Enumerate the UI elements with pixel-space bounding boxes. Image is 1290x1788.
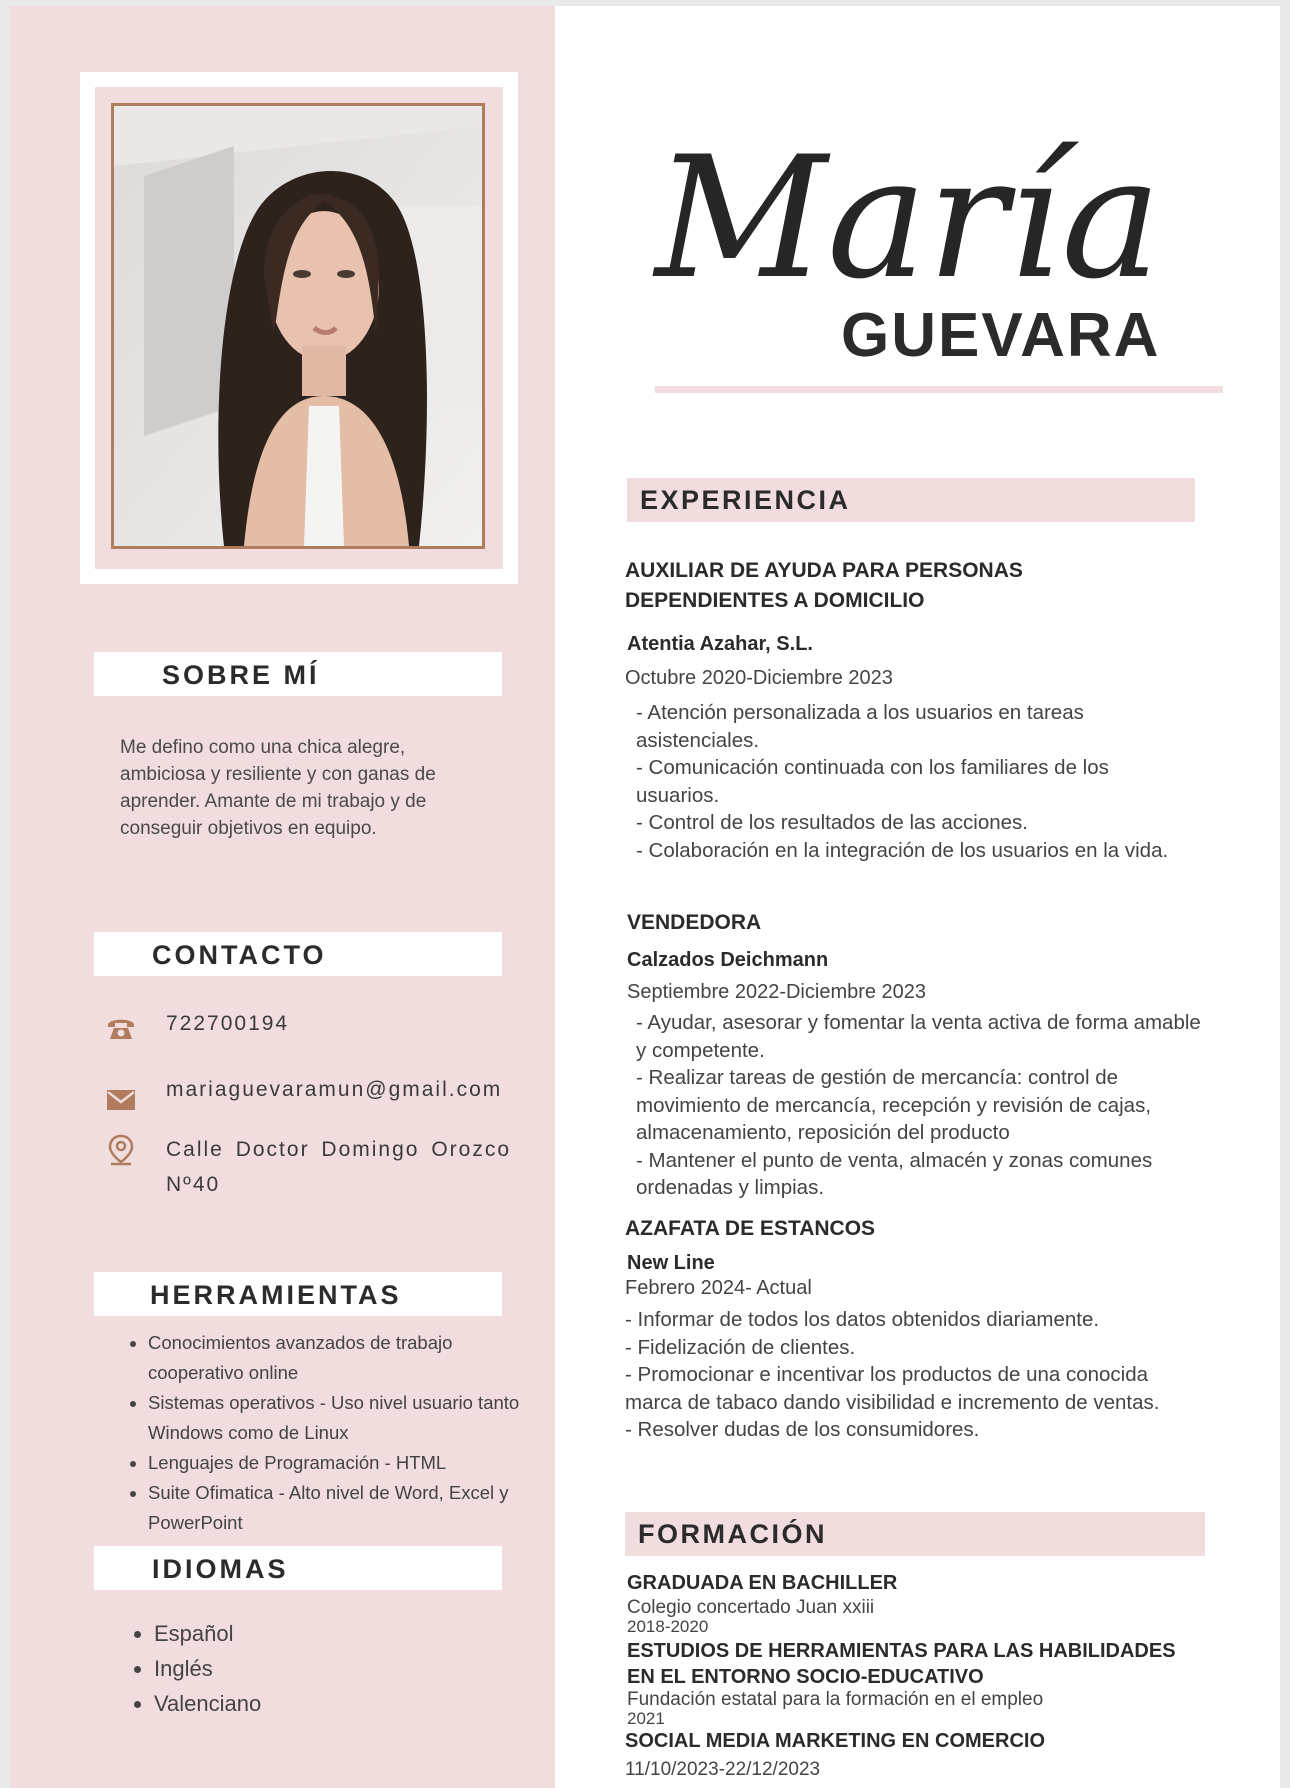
email-value[interactable]: mariaguevaramun@gmail.com xyxy=(166,1078,503,1101)
job-duties xyxy=(636,1009,1206,1202)
job-title: VENDEDORA xyxy=(627,911,762,934)
education-school: Colegio concertado Juan xxiii xyxy=(627,1597,875,1618)
list-item: - Informar de todos los datos obtenidos diariamente. xyxy=(625,1308,1100,1331)
education-heading-band xyxy=(625,1512,1205,1556)
list-item: - Comunicación continuada con los familiares de los usuarios. xyxy=(636,756,1109,807)
education-school: Fundación estatal para la formación en el empleo xyxy=(627,1689,1044,1710)
education-title: SOCIAL MEDIA MARKETING EN COMERCIO xyxy=(625,1730,1046,1752)
tools-list xyxy=(128,1328,528,1538)
main-content xyxy=(555,6,1280,1788)
job-title: AZAFATA DE ESTANCOS xyxy=(625,1217,876,1240)
name-divider xyxy=(655,386,1223,393)
education-years: 2021 xyxy=(627,1709,665,1728)
list-item: - Atención personalizada a los usuarios en tareas asistenciales. xyxy=(636,701,1084,752)
list-item: • Español xyxy=(154,1616,261,1651)
phone-icon xyxy=(105,1012,137,1044)
list-item: - Realizar tareas de gestión de mercancía: control de movimiento de mercancía, recepción y revisión de cajas, almacenamiento, reposición del producto xyxy=(636,1066,1152,1144)
first-name-script xyxy=(647,106,1187,306)
list-item: - Ayudar, asesorar y fomentar la venta activa de forma amable y competente. xyxy=(636,1011,1201,1062)
list-item: - Resolver dudas de los consumidores. xyxy=(625,1418,980,1441)
list-item: • Sistemas operativos - Uso nivel usuario tanto Windows como de Linux xyxy=(148,1388,528,1448)
education-heading: FORMACIÓN xyxy=(638,1519,827,1549)
resume-page xyxy=(10,6,1280,1788)
about-text: Me defino como una chica alegre, ambiciosa y resiliente y con ganas de aprender. Amante de mi trabajo y de conseguir objetivos en equipo. xyxy=(120,737,436,839)
list-item: • Suite Ofimatica - Alto nivel de Word, Excel y PowerPoint xyxy=(148,1478,528,1538)
education-years: 11/10/2023-22/12/2023 xyxy=(625,1759,821,1780)
languages-heading: IDIOMAS xyxy=(152,1554,289,1584)
job-company: Calzados Deichmann xyxy=(627,949,829,971)
contact-heading-band xyxy=(94,932,502,976)
job-dates: Febrero 2024- Actual xyxy=(625,1277,812,1299)
address-value: Calle Doctor Domingo Orozco Nº40 xyxy=(166,1138,511,1196)
about-heading: SOBRE MÍ xyxy=(162,660,320,690)
education-title: ESTUDIOS DE HERRAMIENTAS PARA LAS HABILIDADES EN EL ENTORNO SOCIO-EDUCATIVO xyxy=(627,1640,1176,1688)
tools-heading: HERRAMIENTAS xyxy=(150,1280,402,1310)
profile-photo xyxy=(111,103,485,549)
experience-heading-band xyxy=(627,478,1195,522)
list-item: • Conocimientos avanzados de trabajo cooperativo online xyxy=(148,1328,528,1388)
list-item: • Lenguajes de Programación - HTML xyxy=(148,1448,528,1478)
list-item: - Control de los resultados de las acciones. xyxy=(636,811,1028,834)
svg-text:María: María xyxy=(655,120,1162,306)
job-dates: Septiembre 2022-Diciembre 2023 xyxy=(627,981,927,1003)
languages-list xyxy=(134,1616,261,1721)
job-company: New Line xyxy=(627,1252,715,1274)
tools-heading-band xyxy=(94,1272,502,1316)
sidebar xyxy=(10,6,555,1788)
job-duties xyxy=(636,699,1196,864)
contact-heading: CONTACTO xyxy=(152,940,327,970)
job-duties xyxy=(625,1306,1185,1444)
list-item: - Mantener el punto de venta, almacén y zonas comunes ordenadas y limpias. xyxy=(636,1148,1153,1199)
list-item: • Inglés xyxy=(154,1651,261,1686)
envelope-icon xyxy=(105,1084,137,1116)
about-heading-band xyxy=(94,652,502,696)
list-item: - Colaboración en la integración de los usuarios en la vida. xyxy=(636,838,1169,862)
job-company: Atentia Azahar, S.L. xyxy=(627,633,813,655)
languages-heading-band xyxy=(94,1546,502,1590)
job-title: AUXILIAR DE AYUDA PARA PERSONAS DEPENDIENTES A DOMICILIO xyxy=(625,559,1023,612)
last-name: GUEVARA xyxy=(841,301,1161,370)
location-pin-icon xyxy=(105,1134,137,1166)
list-item: - Promocionar e incentivar los productos de una conocida marca de tabaco dando visibilidad e incremento de ventas. xyxy=(625,1363,1160,1414)
education-title: GRADUADA EN BACHILLER xyxy=(627,1572,898,1594)
list-item: • Valenciano xyxy=(154,1686,261,1721)
phone-value[interactable]: 722700194 xyxy=(166,1012,290,1035)
experience-heading: EXPERIENCIA xyxy=(640,485,851,515)
education-years: 2018-2020 xyxy=(627,1617,709,1636)
profile-photo-frame xyxy=(80,72,518,584)
job-dates: Octubre 2020-Diciembre 2023 xyxy=(625,667,893,689)
list-item: - Fidelización de clientes. xyxy=(625,1335,856,1359)
